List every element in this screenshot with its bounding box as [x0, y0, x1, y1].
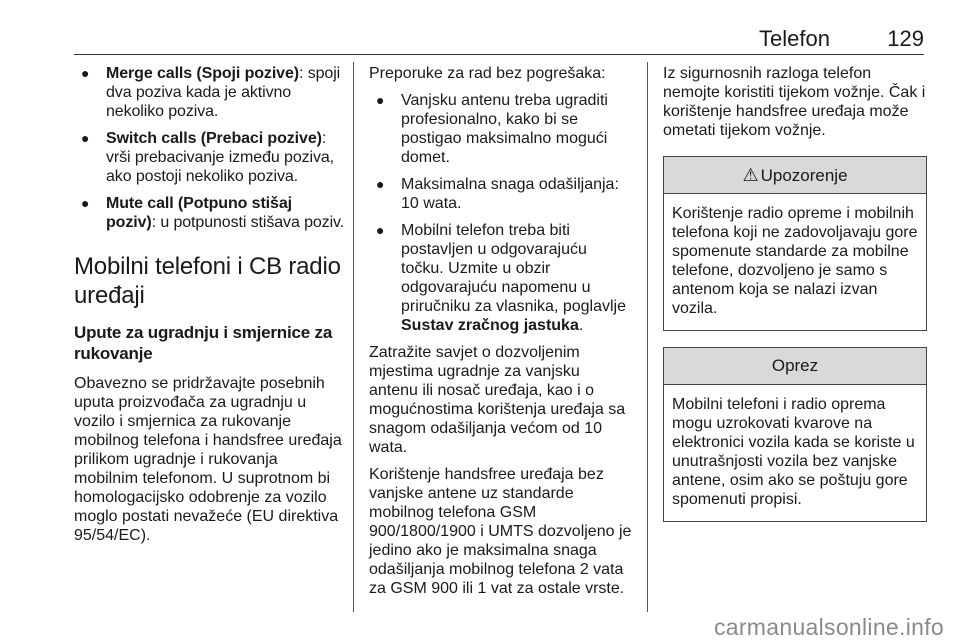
- caution-box: [663, 347, 927, 522]
- safety-intro: Iz sigurnosnih razloga telefon nemojte koristiti tijekom vožnje. Čak i korištenje handsfree uređaja može ometati tijekom vožnje.: [663, 65, 926, 139]
- list-item: [74, 129, 346, 186]
- page-number: 129: [887, 26, 924, 51]
- list-item: [369, 175, 633, 213]
- subsection-heading: Upute za ugradnju i smjernice za rukovanje: [74, 323, 333, 363]
- warning-header: [664, 157, 926, 194]
- warning-icon: ⚠: [742, 165, 759, 185]
- list-item: [74, 64, 346, 121]
- recommendations-intro: Preporuke za rad bez pogrešaka:: [369, 65, 606, 82]
- recommendations-list: [369, 91, 633, 335]
- warning-box: [663, 156, 927, 331]
- term: Switch calls (Prebaci pozive): [106, 130, 322, 147]
- column-1: [74, 64, 346, 553]
- list-item-text: Vanjsku antenu treba ugraditi profesionalno, kako bi se postigao maksimalno mogući domet.: [401, 92, 608, 166]
- list-item: [369, 221, 633, 335]
- page-header: [74, 24, 924, 55]
- term: Mute call (Potpuno stišaj poziv): [106, 195, 292, 231]
- watermark: carmanualsonline.info: [713, 614, 944, 640]
- feature-list: [74, 64, 346, 232]
- term: Merge calls (Spoji pozive): [106, 65, 300, 82]
- bullet-icon: ●: [376, 176, 385, 192]
- definition: : u potpunosti stišava poziv.: [151, 214, 345, 231]
- list-item-text: Mobilni telefon treba biti postavljen u odgovarajuću točku. Uzmite u obzir odgovarajuću napomenu u priručniku za vlasnika, poglavlje: [401, 222, 626, 315]
- caution-text: Mobilni telefoni i radio oprema mogu uzrokovati kvarove na elektronici vozila kada se koriste u unutrašnjosti vozila bez vanjske antene, osim ako se poštuju gore spomenuti propisi.: [672, 396, 915, 508]
- section-heading: Mobilni telefoni i CB radio uređaji: [74, 253, 341, 309]
- bullet-icon: ●: [376, 222, 385, 238]
- body-paragraph: Obavezno se pridržavajte posebnih uputa proizvođača za ugradnju u vozilo i smjernica za rukovanje mobilnog telefona i handsfree uređaja prilikom ugradnje i rukovanja mobilnim telefonom. U suprotnom bi homologacijsko odobrenje za vozilo moglo postati nevažeće (EU direktiva 95/54/EC).: [74, 375, 342, 544]
- definition: : spoji dva poziva kada je aktivno nekoliko poziva.: [106, 65, 341, 120]
- chapter-reference: Sustav zračnog jastuka: [401, 317, 579, 334]
- list-item-text: Maksimalna snaga odašiljanja: 10 wata.: [401, 176, 619, 212]
- list-item: [74, 194, 346, 232]
- warning-title: Upozorenje: [760, 166, 848, 185]
- definition: : vrši prebacivanje između poziva, ako postoji nekoliko poziva.: [106, 130, 335, 185]
- column-divider-1: [353, 62, 354, 612]
- body-paragraph: Korištenje handsfree uređaja bez vanjske antene uz standarde mobilnog telefona GSM 900/1800/1900 i UMTS dozvoljeno je jedino ako je maksimalna snaga odašiljanja mobilnog telefona 2 vata za GSM 900 ili 1 vat za ostale vrste.: [369, 466, 632, 597]
- bullet-icon: ●: [81, 65, 90, 81]
- column-2: [369, 64, 633, 606]
- page-title: Telefon: [759, 26, 830, 51]
- caution-title: Oprez: [664, 348, 926, 385]
- warning-text: Korištenje radio opreme i mobilnih telefona koji ne zadovoljavaju gore spomenute standarde za mobilne telefone, dozvoljeno je samo s antenom koja se nalazi izvan vozila.: [672, 205, 918, 317]
- list-item: [369, 91, 633, 167]
- bullet-icon: ●: [81, 195, 90, 211]
- punctuation: .: [578, 317, 584, 334]
- bullet-icon: ●: [376, 92, 385, 108]
- column-divider-2: [647, 62, 648, 612]
- body-paragraph: Zatražite savjet o dozvoljenim mjestima ugradnje za vanjsku antenu ili nosač uređaja, kao i o mogućnostima korištenja uređaja sa snagom odašiljanja većom od 10 wata.: [369, 344, 626, 456]
- bullet-icon: ●: [81, 130, 90, 146]
- column-3: [663, 64, 927, 522]
